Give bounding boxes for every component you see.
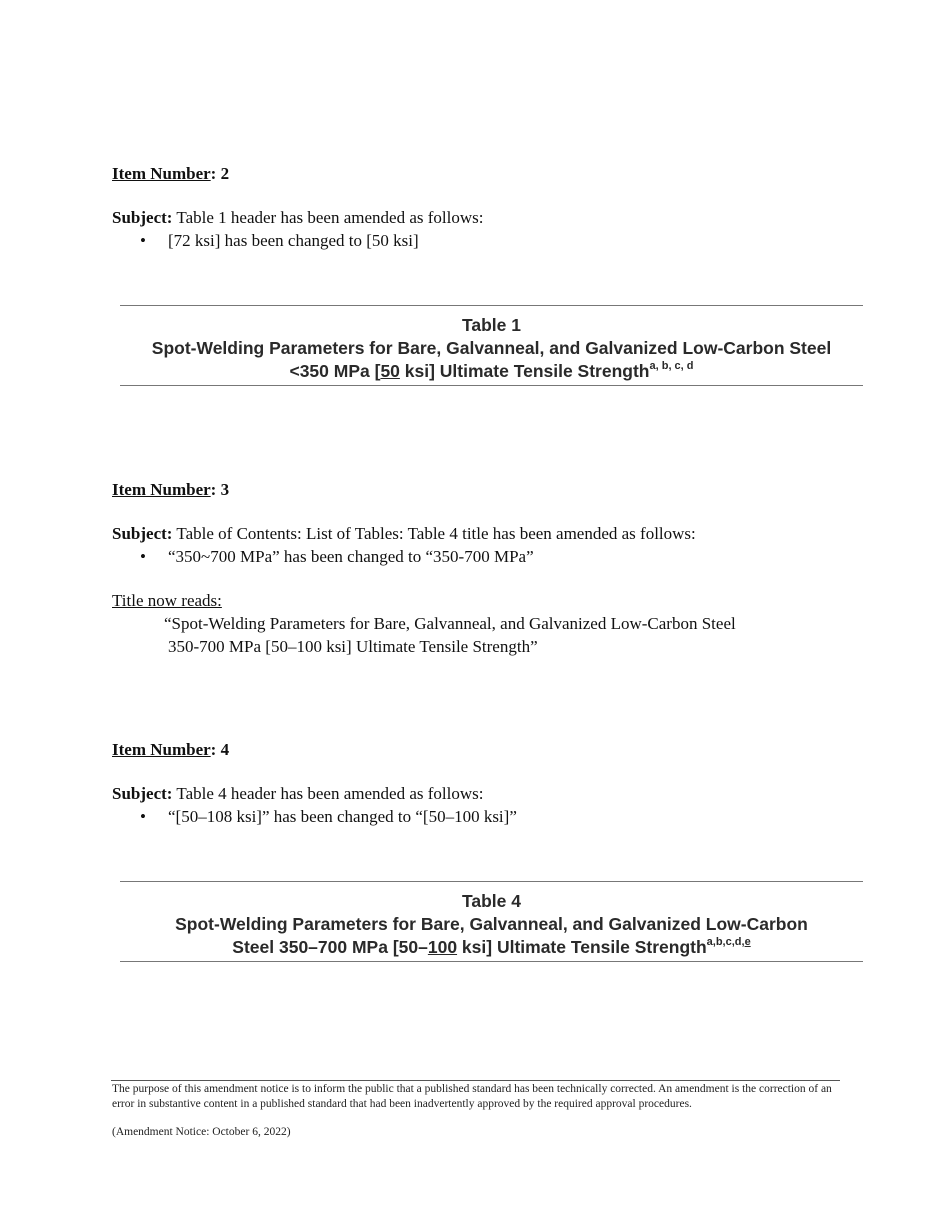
table-1-line2 [120, 360, 863, 383]
table-1-line2-post: ksi] Ultimate Tensile Strength [399, 361, 650, 381]
subject-text: Table 1 header has been amended as follows: [172, 208, 484, 227]
item-number-value: : 3 [210, 480, 230, 499]
new-title-line2: 350-700 MPa [50–100 ksi] Ultimate Tensile Strength” [168, 637, 538, 656]
table-1-header [120, 305, 863, 386]
table-4-header [120, 881, 863, 962]
new-title-line1: “Spot-Welding Parameters for Bare, Galvanneal, and Galvanized Low-Carbon Steel [164, 614, 736, 633]
title-now-reads-label: Title now reads: [112, 591, 222, 610]
footer-divider [111, 1080, 840, 1081]
item-number-label: Item Number [112, 164, 211, 183]
subject-text: Table 4 header has been amended as follows: [172, 784, 484, 803]
footer-note: The purpose of this amendment notice is to inform the public that a published standard has been technically corrected. An amendment is the correction of an error in substantive content in a published standard that had been inadvertently approved by the required approval procedures. [112, 1083, 832, 1110]
item-2-bullet-list [112, 229, 872, 252]
item-2-subject [112, 206, 872, 252]
table-1-title: Table 1 [461, 315, 521, 335]
item-3-heading [112, 478, 229, 501]
list-item: • [72 ksi] has been changed to [50 ksi] [112, 229, 872, 252]
item-number-label: Item Number [112, 740, 211, 759]
subject-label: Subject: [112, 784, 173, 803]
table-4-footnote-marks-pre: a,b,c,d, [706, 936, 745, 948]
item-4-subject [112, 782, 872, 828]
item-4-bullet-list [112, 805, 872, 828]
table-1-underlined-value: 50 [380, 361, 400, 381]
list-item: • “350~700 MPa” has been changed to “350-700 MPa” [112, 545, 892, 568]
item-number-label: Item Number [112, 480, 211, 499]
table-4-line2 [120, 936, 863, 959]
table-4-title: Table 4 [461, 891, 521, 911]
item-number-value: : 2 [210, 164, 230, 183]
table-4-line1: Spot-Welding Parameters for Bare, Galvanneal, and Galvanized Low-Carbon [175, 914, 808, 934]
item-3-subject [112, 522, 892, 568]
item-3-bullet-list [112, 545, 892, 568]
item-4-heading [112, 738, 229, 761]
table-4-line2-pre: Steel 350–700 MPa [50– [232, 937, 428, 957]
list-item: • “[50–108 ksi]” has been changed to “[50–100 ksi]” [112, 805, 872, 828]
subject-label: Subject: [112, 208, 173, 227]
item-number-value: : 4 [210, 740, 230, 759]
table-1-footnote-marks: a, b, c, d [649, 360, 694, 372]
table-4-underlined-value: 100 [427, 937, 458, 957]
table-4-footnote-marks [707, 936, 751, 948]
amendment-date: (Amendment Notice: October 6, 2022) [112, 1126, 291, 1138]
table-1-line2-pre: <350 MPa [ [289, 361, 381, 381]
table-4-footnote-mark-added: e [744, 936, 751, 948]
table-1-line1: Spot-Welding Parameters for Bare, Galvanneal, and Galvanized Low-Carbon Steel [151, 338, 832, 358]
item-3-title-now-reads [112, 589, 892, 658]
new-title-block [112, 612, 892, 658]
subject-label: Subject: [112, 524, 173, 543]
item-2-heading [112, 162, 229, 185]
subject-text: Table of Contents: List of Tables: Table 4 title has been amended as follows: [172, 524, 696, 543]
table-4-line2-post: ksi] Ultimate Tensile Strength [457, 937, 707, 957]
